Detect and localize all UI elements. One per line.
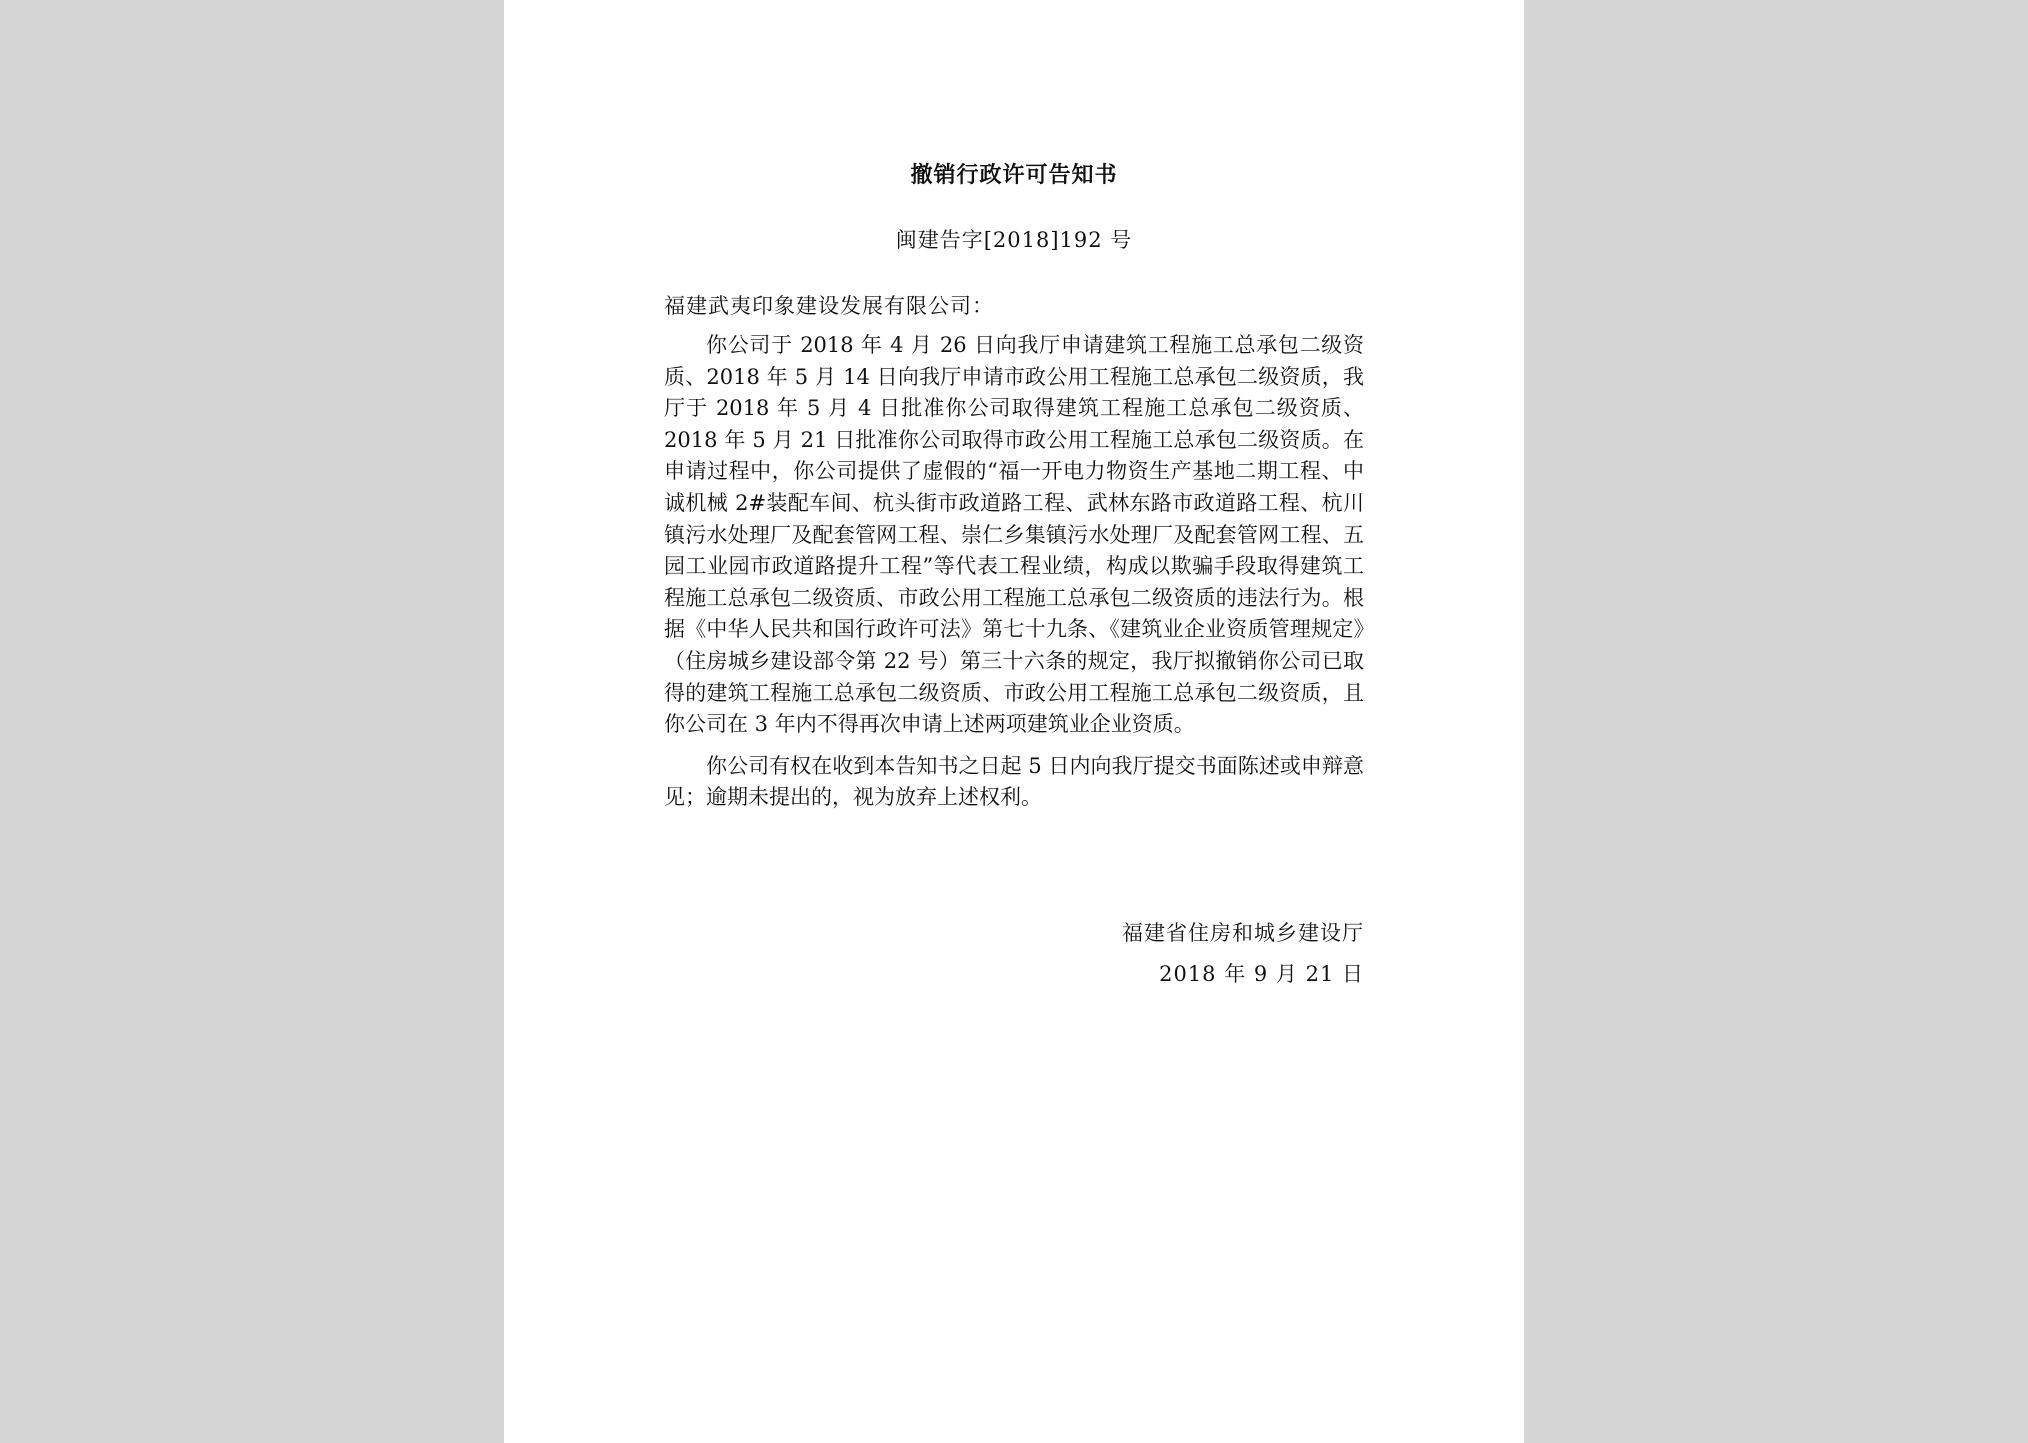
body-paragraph-1: 你公司于 2018 年 4 月 26 日向我厅申请建筑工程施工总承包二级资质、2018 年 5 月 14 日向我厅申请市政公用工程施工总承包二级资质，我厅于 2018 年 5 月 4 日批准你公司取得建筑工程施工总承包二级资质、2018 年 5 月 21 日批准你公司取得市政公用工程施工总承包二级资质。在申请过程中，你公司提供了虚假的“福一开电力物资生产基地二期工程、中诚机械 2#装配车间、杭头街市政道路工程、武林东路市政道路工程、杭川镇污水处理厂及配套管网工程、崇仁乡集镇污水处理厂及配套管网工程、五园工业园市政道路提升工程”等代表工程业绩，构成以欺骗手段取得建筑工程施工总承包二级资质、市政公用工程施工总承包二级资质的违法行为。根据《中华人民共和国行政许可法》第七十九条、《建筑业企业资质管理规定》（住房城乡建设部令第 22 号）第三十六条的规定，我厅拟撤销你公司已取得的建筑工程施工总承包二级资质、市政公用工程施工总承包二级资质，且你公司在 3 年内不得再次申请上述两项建筑业企业资质。 bbox=[664, 333, 1364, 737]
recipient-line: 福建武夷印象建设发展有限公司： bbox=[664, 294, 994, 318]
issuing-authority: 福建省住房和城乡建设厅 bbox=[1122, 921, 1364, 945]
document-title: 撤销行政许可告知书 bbox=[910, 163, 1118, 188]
document-number: 闽建告字[2018]192 号 bbox=[895, 228, 1133, 252]
body-paragraph-2: 你公司有权在收到本告知书之日起 5 日内向我厅提交书面陈述或申辩意见；逾期未提出的，视为放弃上述权利。 bbox=[664, 753, 1364, 810]
document-page bbox=[504, 0, 1524, 1443]
issue-date: 2018 年 9 月 21 日 bbox=[1159, 962, 1364, 986]
document-body bbox=[664, 330, 1364, 824]
